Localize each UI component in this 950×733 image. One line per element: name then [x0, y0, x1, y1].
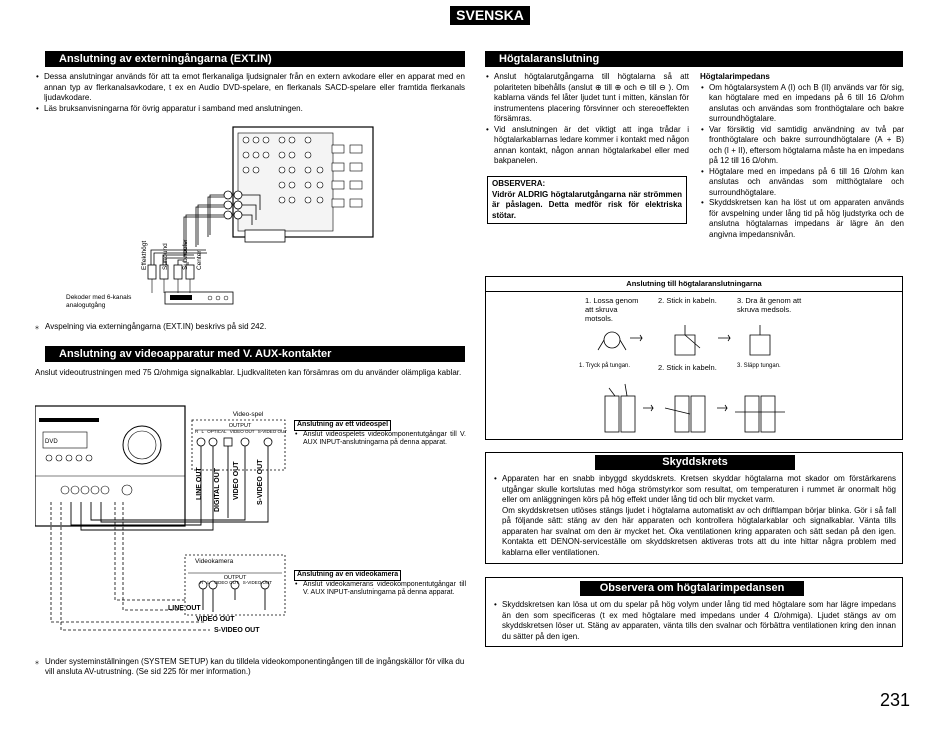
- camera-jack-labels: [200, 580, 272, 585]
- channel-label-subwoofer: Subwoofer: [182, 238, 189, 270]
- decoder-label: Dekoder med 6-kanals analogutgång: [66, 294, 132, 309]
- vlabel-line-out: LINE OUT: [196, 467, 203, 500]
- svg-text:DVD: DVD: [45, 439, 58, 445]
- step-b-3: 3. Släpp tungan.: [737, 363, 781, 369]
- video-game-output-label: OUTPUT: [228, 423, 252, 429]
- video-camera-note-text: • Anslut videokamerans videokomponentutgångar till V. AUX INPUT-anslutningarna på denna apparat.: [294, 581, 466, 598]
- ext-in-bullet-1: • Dessa anslutningar används för att ta emot flerkanaliga ljudsignaler från en extern avkodare eller en apparat med en annan typ av flerkanalsavkodare, t ex en Audio DVD-spelare, en flerkanals SACD-spelare eller framtida flerkanals ljudavkodare.: [35, 72, 465, 104]
- language-tab: SVENSKA: [450, 6, 530, 25]
- impedance-bullet-2: • Var försiktig vid samtidig användning av två par fronthögtalare och bakre surroundhögtalare (A + B) och (I + II), eftersom högtalarna måste ha en impedans på 12 till 16 Ω/ohm.: [700, 125, 904, 167]
- speakers-bullet-1: • Anslut högtalarutgångarna till högtalarna så att polariteten bibehålls (anslut ⊕ till ⊕ och ⊖ till ⊖ ). Om kablarna vänds fel låter ljudet tunt i mitten, känslan för instrumentens placering försvinner och stereoeffekten försämras.: [485, 72, 689, 125]
- video-game-note-text: • Anslut videospelets videokomponentutgångar till V. AUX INPUT-anslutningarna på denna apparat.: [294, 431, 466, 448]
- video-game-jack-labels: [195, 429, 287, 434]
- step-b-2: 2. Stick in kabeln.: [658, 363, 717, 372]
- page-number: 231: [880, 690, 911, 710]
- video-camera-note-title: Anslutning av en videokamera: [294, 570, 401, 581]
- impedance-bullet-3: • Högtalare med en impedans på 6 till 16 Ω/ohm kan anslutas och användas som mitthögtalare och surroundhögtalare.: [700, 167, 904, 199]
- protection-text: [493, 474, 896, 558]
- observera-text: Vidrör ALDRIG högtalarutgångarna när strömmen är påslagen. Detta medför risk för elektriska stötar.: [492, 189, 682, 220]
- vlabel-s-video-out: S-VIDEO OUT: [257, 459, 264, 505]
- ext-in-text: [35, 72, 465, 114]
- observera-box: [487, 176, 687, 224]
- impedance-note-heading: Observera om högtalarimpedansen: [580, 581, 804, 596]
- jack-label-video-out: VIDEO OUT: [229, 429, 255, 434]
- channel-label-surround: Surround: [162, 243, 169, 270]
- protection-bullet: • Apparaten har en snabb inbyggd skyddskrets. Kretsen skyddar högtalarna mot skador om förstärkarens utgångar skulle kortslutas med höga strömstyrkor som resultat, om temperaturen i rummet är onormalt hög eller om anläggningen körs på hög effekt under lång tid och blir mycket varm.: [493, 474, 896, 506]
- screw-terminal-illustration: [590, 320, 790, 360]
- ext-in-diagram: [60, 125, 380, 315]
- camera-jack-l: L: [207, 580, 210, 585]
- channel-label-center: Center: [196, 250, 203, 270]
- protection-para: Om skyddskretsen utlöses stängs ljudet i högtalarna automatiskt av och driftlampan börjar blinka. Gör i så fall på följande sätt: stäng av den här apparaten och kontrollera högtalarkablar och signalkablar. Vänta tills apparaten har svalnat om den är mycket het. Öka ventilationen kring apparaten och sätt sedan på den igen. Kontakta ett DENON-serviceställe om skyddskretsen aktiveras trots att du inte hittar några problem med kablarna eller ventilationen.: [502, 505, 896, 557]
- speakers-text: [485, 72, 689, 167]
- video-aux-heading: Anslutning av videoapparatur med V. AUX-kontakter: [45, 346, 465, 362]
- video-aux-diagram: [35, 400, 305, 640]
- protection-heading: Skyddskrets: [595, 455, 795, 470]
- speakers-bullet-2: • Vid anslutningen är det viktigt att inga trådar i högtalarkablarnas ledare kommer i kontakt med någon annan kontakt, någon annan högtalarkabel eller med bakpanelen.: [485, 125, 689, 167]
- impedance-bullet-1: • Om högtalarsystem A (I) och B (II) används var för sig, kan högtalare med en impedans på 6 till 16 Ω/ohm anslutas och användas som fronthögtalare och bakre surroundhögtalare.: [700, 83, 904, 125]
- video-camera-note: [294, 570, 466, 598]
- video-game-label: Video-spel: [232, 411, 264, 418]
- jack-label-optical: OPTICAL: [207, 429, 227, 434]
- jack-label-r: R: [195, 429, 199, 434]
- vlabel-video-out: VIDEO OUT: [233, 461, 240, 500]
- impedance-note-bullet: • Skyddskretsen kan lösa ut om du spelar på hög volym under lång tid med högtalare som har lägre impedans än den som specificeras (t ex med högtalare med impedans under 4 Ω/ohmiga). Ljudet stängs av om skyddskretsen löser ut. Stäng av apparaten, vänta tills den svalnar och förbättra ventilationen kring den innan du sätter på den igen.: [493, 600, 896, 642]
- camera-jack-s-video-out: S-VIDEO OUT: [242, 580, 272, 585]
- speakers-heading: Högtalaranslutning: [485, 51, 903, 67]
- impedance-bullet-4: • Skyddskretsen kan ha löst ut om apparaten används för avspelning under lång tid på hög ljudstyrka och de anslutna högtalarnas impedans är lägre än den angivna impedansnivån.: [700, 198, 904, 240]
- video-aux-note: ⁎ Under systeminställningen (SYSTEM SETUP) kan du tilldela videokomponentingången till de ingångskällor för vilka du vill ansluta AV-utrustning. (Se sid 225 för mer information.): [35, 657, 475, 678]
- terminal-box-title: Anslutning till högtalaranslutningarna: [486, 277, 902, 292]
- video-game-note-title: Anslutning av ett videospel: [294, 420, 391, 431]
- observera-title: OBSERVERA:: [492, 179, 546, 188]
- impedance-title: Högtalarimpedans: [700, 72, 770, 81]
- ext-in-heading: Anslutning av externingångarna (EXT.IN): [45, 51, 465, 67]
- impedance-section: [700, 72, 904, 240]
- channel-label-effekthogt: Effekthögt: [141, 240, 148, 270]
- video-camera-label: Videokamera: [195, 558, 234, 565]
- cam-label-line-out: LINE OUT: [168, 605, 201, 612]
- step-a-2: 2. Stick in kabeln.: [658, 296, 717, 305]
- step-b-1: 1. Tryck på tungan.: [579, 363, 631, 369]
- step-a-3: 3. Dra åt genom att skruva medsols.: [737, 296, 802, 314]
- ext-in-note: ⁎ Avspelning via externingångarna (EXT.IN) beskrivs på sid 242.: [35, 322, 475, 333]
- step-a-1: 1. Lossa genom att skruva motsols.: [585, 296, 639, 323]
- impedance-note-text: [493, 600, 896, 642]
- cam-label-video-out: VIDEO OUT: [196, 616, 235, 623]
- jack-label-s-video-out: S-VIDEO OUT: [257, 429, 287, 434]
- camera-jack-r: R: [200, 580, 204, 585]
- spring-terminal-illustration: [595, 378, 805, 436]
- cam-label-s-video-out: S-VIDEO OUT: [214, 627, 260, 634]
- video-game-note: [294, 420, 466, 448]
- jack-label-l: L: [201, 429, 204, 434]
- receiver-front-panel: [35, 406, 185, 526]
- camera-jack-video-out: VIDEO OUT: [213, 580, 239, 585]
- camera-output-label: OUTPUT: [223, 575, 247, 581]
- vlabel-digital-out: DIGITAL OUT: [214, 467, 221, 512]
- ext-in-bullet-2: • Läs bruksanvisningarna för övrig apparatur i samband med anslutningen.: [35, 104, 465, 115]
- video-aux-intro: Anslut videoutrustningen med 75 Ω/ohmiga signalkablar. Ljudkvaliteten kan försämras om du använder olämpliga kablar.: [35, 368, 462, 377]
